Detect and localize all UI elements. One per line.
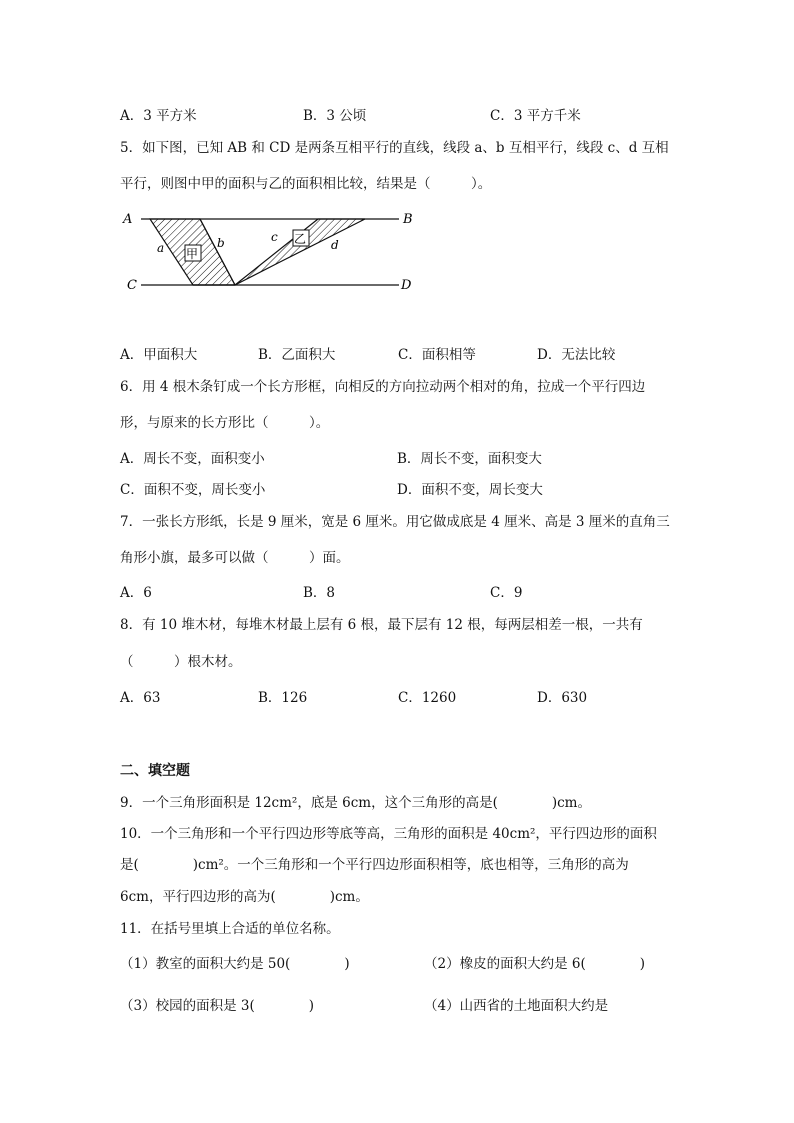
point-d-label: D	[401, 278, 412, 293]
segment-d-label: d	[331, 238, 339, 252]
q8-option-b[interactable]: B．126	[258, 690, 308, 706]
q10-text-line1: 10．一个三角形和一个平行四边形等底等高，三角形的面积是 40cm²，平行四边形的面积	[120, 826, 657, 842]
label-jia: 甲	[186, 247, 199, 261]
q7-option-a[interactable]: A．6	[120, 585, 152, 601]
segment-b-label: b	[217, 236, 225, 250]
q6-option-d[interactable]: D．面积不变，周长变大	[397, 482, 543, 498]
point-c-label: C	[127, 278, 137, 293]
q4-option-b[interactable]: B．3 公顷	[303, 108, 367, 124]
q8-option-d[interactable]: D．630	[537, 690, 588, 706]
point-b-label: B	[403, 212, 413, 227]
q10-text-line3: 6cm，平行四边形的高为( )cm。	[120, 889, 369, 905]
segment-a-label: a	[157, 241, 165, 255]
q8-text-line1: 8．有 10 堆木材，每堆木材最上层有 6 根，最下层有 12 根，每两层相差一根，一共有	[120, 617, 643, 633]
q6-text-line2: 形，与原来的长方形比（ ）。	[120, 415, 330, 431]
q8-option-a[interactable]: A．63	[120, 690, 161, 706]
q6-option-b[interactable]: B．周长不变，面积变大	[397, 451, 542, 467]
q6-option-a[interactable]: A．周长不变，面积变小	[120, 451, 265, 467]
q4-option-c[interactable]: C．3 平方千米	[490, 108, 581, 124]
q6-option-c[interactable]: C．面积不变，周长变小	[120, 482, 266, 498]
q11-item-3: （3）校园的面积是 3( )	[120, 998, 315, 1014]
q11-item-1: （1）教室的面积大约是 50( )	[120, 956, 350, 972]
q5-text-line1: 5．如下图，已知 AB 和 CD 是两条互相平行的直线，线段 a、b 互相平行，线段 c、d 互相	[120, 140, 669, 156]
segment-c-label: c	[271, 230, 278, 244]
q11-item-4: （4）山西省的土地面积大约是	[424, 998, 609, 1014]
q5-text-line2: 平行，则图中甲的面积与乙的面积相比较，结果是（ ）。	[120, 176, 492, 192]
section-title-fill-in: 二、填空题	[120, 763, 190, 779]
q6-text-line1: 6．用 4 根木条钉成一个长方形框，向相反的方向拉动两个相对的角，拉成一个平行四边	[120, 379, 646, 395]
q10-text-line2: 是( )cm²。一个三角形和一个平行四边形面积相等，底也相等，三角形的高为	[120, 857, 629, 873]
q5-figure	[115, 205, 425, 295]
q7-option-b[interactable]: B．8	[303, 585, 336, 601]
q8-text-line2: （ ）根木材。	[120, 654, 242, 670]
q5-option-b[interactable]: B．乙面积大	[258, 347, 336, 363]
q8-option-c[interactable]: C．1260	[398, 690, 457, 706]
point-a-label: A	[123, 212, 133, 227]
q4-option-a[interactable]: A．3 平方米	[120, 108, 197, 124]
q5-option-d[interactable]: D．无法比较	[537, 347, 616, 363]
q7-text-line1: 7．一张长方形纸，长是 9 厘米，宽是 6 厘米。用它做成底是 4 厘米、高是 3 厘米的直角三	[120, 514, 670, 530]
label-yi: 乙	[294, 232, 307, 246]
q5-option-a[interactable]: A．甲面积大	[120, 347, 198, 363]
q5-option-c[interactable]: C．面积相等	[398, 347, 476, 363]
q9-text: 9．一个三角形面积是 12cm²，底是 6cm，这个三角形的高是( )cm。	[120, 795, 591, 811]
q11-item-2: （2）橡皮的面积大约是 6( )	[424, 956, 646, 972]
q11-title: 11．在括号里填上合适的单位名称。	[120, 921, 340, 937]
q7-option-c[interactable]: C．9	[490, 585, 523, 601]
q7-text-line2: 角形小旗，最多可以做（ ）面。	[120, 550, 350, 566]
